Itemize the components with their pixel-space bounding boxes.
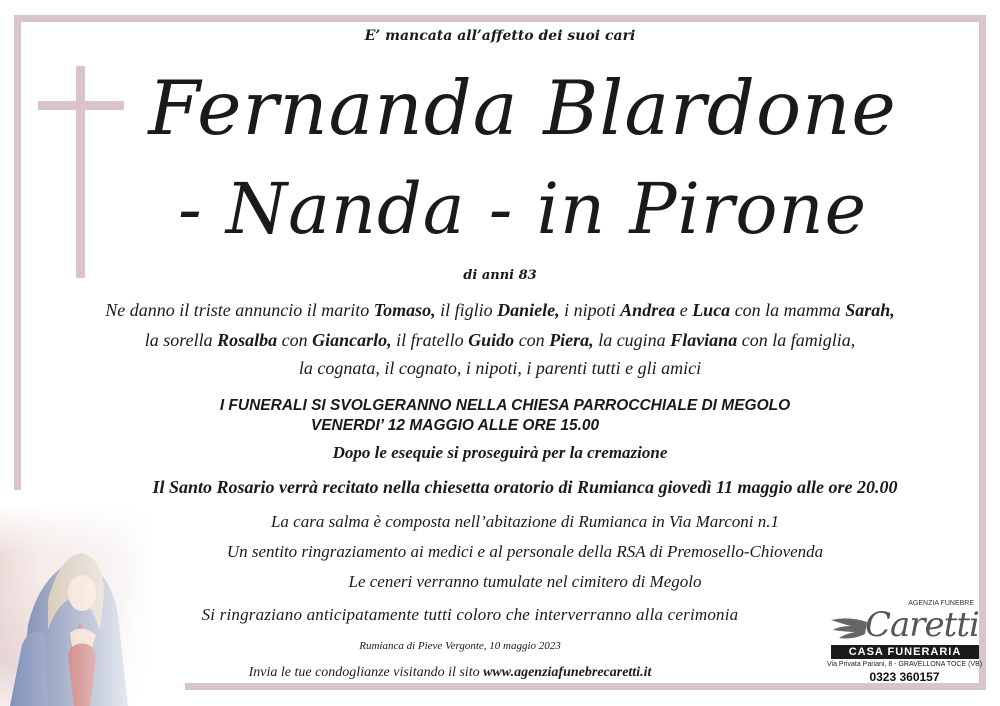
funeral-location: I FUNERALI SI SVOLGERANNO NELLA CHIESA PARROCCHIALE DI MEGOLO: [219, 397, 791, 414]
announcement-line-3: la cognata, il cognato, i nipoti, i parenti tutti e gli amici: [298, 358, 702, 378]
frame-top-border: [14, 15, 986, 22]
condolences-prefix: Invia le tue condoglianze visitando il sito: [248, 665, 484, 680]
announcement-name: Flaviana: [670, 330, 738, 350]
announcement-text: la sorella: [144, 330, 218, 350]
logo-phone: 0323 360157: [869, 670, 940, 684]
condolences-url[interactable]: www.agenziafunebrecaretti.it: [483, 665, 652, 680]
announcement-text: con: [277, 330, 313, 350]
announcement-text: con la famiglia,: [737, 330, 856, 350]
announcement-name: Andrea: [620, 300, 676, 320]
madonna-image: [0, 505, 155, 706]
deceased-name: Fernanda Blardone: [148, 64, 897, 152]
thanks-rsa: Un sentito ringraziamento ai medici e al personale della RSA di Premosello-Chiovenda: [226, 542, 824, 561]
announcement-name: Sarah,: [845, 300, 895, 320]
deceased-nickname: - Nanda - in Pirone: [178, 168, 867, 250]
place-date: Rumianca di Pieve Vergonte, 10 maggio 2023: [359, 640, 561, 652]
thanks-all: Si ringraziano anticipatamente tutti coloro che interverranno alla cerimonia: [201, 605, 739, 624]
rosary-note: Il Santo Rosario verrà recitato nella chiesetta oratorio di Rumianca giovedì 11 maggio alle ore 20.00: [152, 477, 898, 497]
announcement-text: e: [675, 300, 693, 320]
announcement-text: il figlio: [435, 300, 498, 320]
funeral-agency-logo: [827, 600, 982, 686]
logo-address: Via Privata Pariani, 8 - GRAVELLONA TOCE (VB): [827, 661, 983, 668]
announcement-name: Daniele,: [497, 300, 560, 320]
announcement-line-2: [0, 326, 1000, 354]
announcement-text: Ne danno il triste annuncio il marito: [105, 300, 374, 320]
announcement-name: Giancarlo,: [312, 330, 392, 350]
announcement-text: con la mamma: [730, 300, 846, 320]
intro-text: E’ mancata all’affetto dei suoi cari: [364, 28, 636, 44]
cremation-note: Dopo le esequie si proseguirà per la cremazione: [332, 443, 668, 462]
logo-name: Caretti: [865, 605, 979, 645]
ashes-note: Le ceneri verranno tumulate nel cimitero di Megolo: [348, 572, 702, 591]
announcement-text: con: [514, 330, 550, 350]
announcement-name: Piera,: [549, 330, 594, 350]
age-text: di anni 83: [463, 268, 537, 283]
logo-top-text: AGENZIA FUNEBRE: [908, 600, 974, 607]
announcement-text: il fratello: [391, 330, 469, 350]
announcement-name: Tomaso,: [373, 300, 436, 320]
logo-bar: CASA FUNERARIA: [831, 645, 979, 659]
announcement-text: la cugina: [593, 330, 671, 350]
wing-icon: [829, 614, 869, 644]
announcement-name: Luca: [692, 300, 731, 320]
salma-note: La cara salma è composta nell’abitazione di Rumianca in Via Marconi n.1: [270, 512, 780, 531]
announcement-name: Guido: [468, 330, 515, 350]
funeral-date: VENERDI’ 12 MAGGIO ALLE ORE 15.00: [310, 417, 600, 434]
announcement-text: i nipoti: [559, 300, 621, 320]
announcement-line-1: [0, 296, 1000, 324]
announcement-name: Rosalba: [217, 330, 278, 350]
